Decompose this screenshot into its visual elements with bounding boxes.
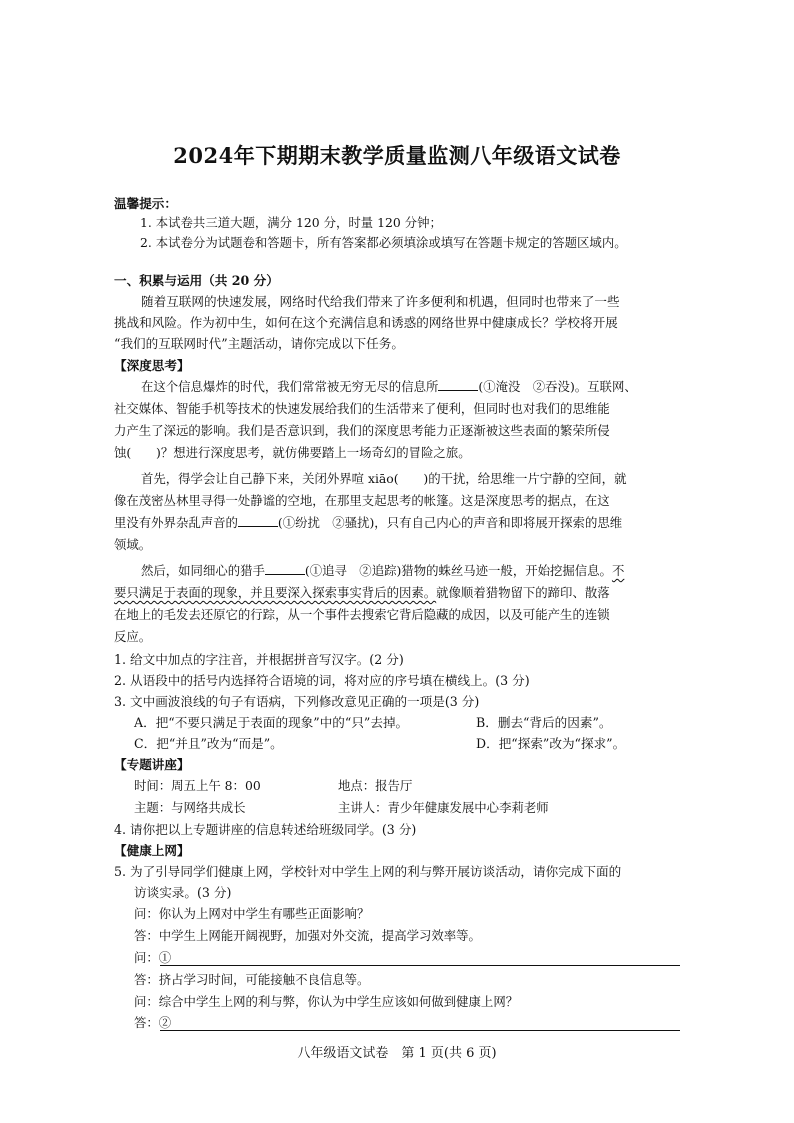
answer-blank-3 [265,562,305,575]
p3-line-1-a: 然后，如同细心的猎手 [141,563,265,578]
tips-heading: 温馨提示： [114,196,177,211]
tip-item-2: 2. 本试卷分为试题卷和答题卡，所有答案都必须填涂或填写在答题卡规定的答题区域内。 [140,235,627,250]
dialogue-line-6: 答：② [134,1015,172,1030]
q3-option-a: A．把“不要只满足于表面的现象”中的“只”去掉。 [134,715,409,730]
intro-line-1: 随着互联网的快速发展，网络时代给我们带来了许多便利和机遇，但同时也带来了一些 [141,294,620,309]
p2-line-3 [114,513,622,531]
question-1: 1. 给文中加点的字注音，并根据拼音写汉字。(2 分) [114,652,404,667]
answer-blank-2 [238,514,278,527]
page-footer: 八年级语文试卷 第 1 页(共 6 页) [297,1046,497,1061]
tip-item-1: 1. 本试卷共三道大题，满分 120 分，时量 120 分钟； [140,215,442,230]
lecture-time: 时间：周五上午 8：00 [134,778,261,793]
q3-option-c: C．把“并且”改为“而是”。 [134,736,283,751]
answer-line-1[interactable] [160,965,680,966]
p1-line-4: 蚀( )？想进行深度思考，就仿佛要踏上一场奇幻的冒险之旅。 [114,445,471,460]
q3-option-b: B．删去“背后的因素”。 [476,715,612,730]
wavy-sentence-start: 不 [611,563,625,578]
answer-line-2[interactable] [160,1030,680,1031]
exam-title: 2024年下期期末教学质量监测八年级语文试卷 [173,143,621,168]
p3-line-2 [114,583,610,601]
p2-line-2: 像在茂密丛林里寻得一处静谧的空地，在那里支起思考的帐篷。这是深度思考的据点，在这 [114,493,610,508]
question-5-line-1: 5. 为了引导同学们健康上网，学校针对中学生上网的利与弊开展访谈活动，请你完成下面的 [114,864,622,879]
dialogue-line-1: 问：你认为上网对中学生有哪些正面影响？ [134,906,370,921]
p1-line-2: 社交媒体、智能手机等技术的快速发展给我们的生活带来了便利，但同时也对我们的思维能 [114,401,610,416]
p3-line-3: 在地上的毛发去还原它的行踪，从一个事件去搜索它背后隐藏的成因，以及可能产生的连锁 [114,607,610,622]
p2-line-1: 首先，得学会让自己静下来，关闭外界喧 xiāo( )的干扰，给思维一片宁静的空间，就 [141,471,627,486]
p3-line-4: 反应。 [114,629,152,644]
question-4: 4. 请你把以上专题讲座的信息转述给班级同学。(3 分) [114,822,417,837]
lecture-place: 地点：报告厅 [338,778,413,793]
answer-blank-1 [438,378,478,391]
p1-line-1-a: 在这个信息爆炸的时代，我们常常被无穷无尽的信息所 [141,379,439,394]
dialogue-line-5: 问：综合中学生上网的利与弊，你认为中学生应该如何做到健康上网？ [134,994,519,1009]
question-2: 2. 从语段中的括号内选择符合语境的词，将对应的序号填在横线上。(3 分) [114,673,530,688]
q3-option-d: D．把“探索”改为“探求”。 [476,736,626,751]
wavy-sentence: 要只满足于表面的现象，并且要深入探索事实背后的因素。 [114,585,437,600]
p3-line-1 [141,561,624,579]
p3-line-2-b: 就像顺着猎物留下的蹄印、散落 [436,585,610,600]
lecture-speaker: 主讲人：青少年健康发展中心李莉老师 [338,800,549,815]
lecture-topic: 主题：与网络共成长 [134,800,246,815]
p2-line-3-b: (①纷扰 ②骚扰)，只有自己内心的声音和即将展开探索的思维 [277,515,623,530]
lecture-label: 【专题讲座】 [114,757,190,772]
healthy-label: 【健康上网】 [114,843,190,858]
intro-line-2: 挑战和风险。作为初中生，如何在这个充满信息和诱惑的网络世界中健康成长？学校将开展 [114,315,618,330]
p2-line-4: 领域。 [114,537,152,552]
question-3: 3. 文中画波浪线的句子有语病，下列修改意见正确的一项是(3 分) [114,694,480,709]
intro-line-3: “我们的互联网时代”主题活动，请你完成以下任务。 [114,336,404,351]
deep-thinking-label: 【深度思考】 [114,358,190,373]
question-5-line-2: 访谈实录。(3 分) [134,885,232,900]
dialogue-line-3: 问：① [134,950,172,965]
p1-line-1-b: (①淹没 ②吞没)。互联网、 [478,379,637,394]
section-heading: 一、积累与运用（共 20 分） [114,273,279,288]
p1-line-1 [141,377,637,395]
dialogue-line-4: 答：挤占学习时间，可能接触不良信息等。 [134,972,370,987]
p3-line-1-b: (①追寻 ②追踪)猎物的蛛丝马迹一般，开始挖掘信息。 [304,563,612,578]
p2-line-3-a: 里没有外界杂乱声音的 [114,515,238,530]
dialogue-line-2: 答：中学生上网能开阔视野，加强对外交流，提高学习效率等。 [134,928,481,943]
p1-line-3: 力产生了深远的影响。我们是否意识到，我们的深度思考能力正逐渐被这些表面的繁荣所侵 [114,423,610,438]
